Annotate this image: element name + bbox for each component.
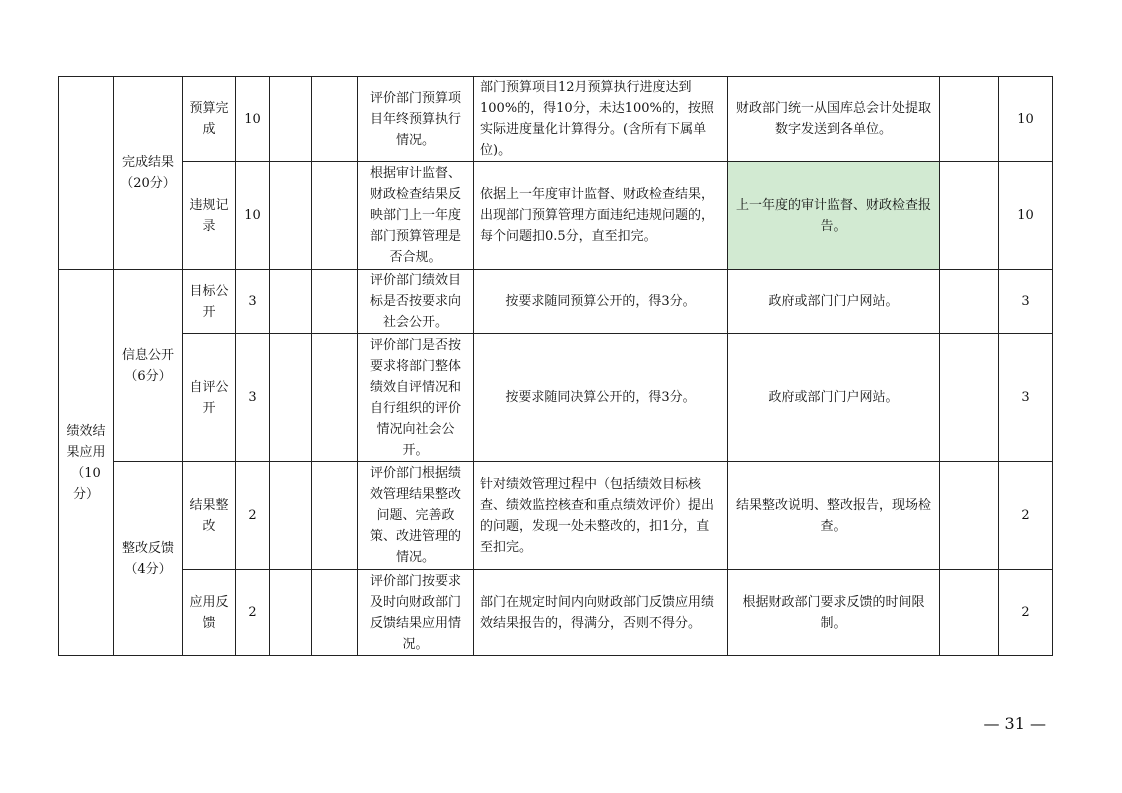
blank-cell (270, 77, 312, 162)
blank-cell (940, 77, 999, 162)
indicator-content-cell: 评价部门按要求及时向财政部门反馈结果应用情况。 (358, 570, 474, 656)
scoring-standard-cell: 按要求随同决算公开的，得3分。 (474, 334, 728, 462)
table-row (59, 270, 1053, 334)
indicator-content-cell: 评价部门根据绩效管理结果整改问题、完善政策、改进管理的情况。 (358, 462, 474, 570)
category-level3-cell: 预算完成 (183, 77, 236, 162)
scoring-standard-cell: 按要求随同预算公开的，得3分。 (474, 270, 728, 334)
weight-cell: 10 (236, 77, 270, 162)
category-level3-cell: 违规记录 (183, 162, 236, 270)
blank-cell (940, 162, 999, 270)
evaluation-table (58, 76, 1053, 656)
table-row (59, 162, 1053, 270)
data-source-cell: 政府或部门门户网站。 (728, 334, 940, 462)
score-cell: 3 (999, 270, 1053, 334)
weight-cell: 2 (236, 570, 270, 656)
table-row (59, 334, 1053, 462)
indicator-content-cell: 评价部门是否按要求将部门整体绩效自评情况和自行组织的评价情况向社会公开。 (358, 334, 474, 462)
blank-cell (312, 570, 358, 656)
blank-cell (270, 162, 312, 270)
weight-cell: 10 (236, 162, 270, 270)
category-level1-cell: 绩效结果应用（10分） (59, 270, 114, 656)
blank-cell (312, 162, 358, 270)
blank-cell (940, 570, 999, 656)
category-level2-cell: 信息公开（6分） (114, 270, 183, 462)
data-source-cell: 根据财政部门要求反馈的时间限制。 (728, 570, 940, 656)
blank-cell (940, 270, 999, 334)
blank-cell (312, 334, 358, 462)
scoring-standard-cell: 部门在规定时间内向财政部门反馈应用绩效结果报告的，得满分，否则不得分。 (474, 570, 728, 656)
score-cell: 10 (999, 77, 1053, 162)
data-source-cell: 结果整改说明、整改报告，现场检查。 (728, 462, 940, 570)
table-row (59, 77, 1053, 162)
weight-cell: 3 (236, 334, 270, 462)
blank-cell (940, 462, 999, 570)
indicator-content-cell: 评价部门预算项目年终预算执行情况。 (358, 77, 474, 162)
category-level3-cell: 应用反馈 (183, 570, 236, 656)
weight-cell: 2 (236, 462, 270, 570)
score-cell: 10 (999, 162, 1053, 270)
blank-cell (312, 77, 358, 162)
score-cell: 3 (999, 334, 1053, 462)
category-level3-cell: 自评公开 (183, 334, 236, 462)
score-cell: 2 (999, 462, 1053, 570)
category-level3-cell: 目标公开 (183, 270, 236, 334)
scoring-standard-cell: 依据上一年度审计监督、财政检查结果，出现部门预算管理方面违纪违规问题的，每个问题扣0.5分，直至扣完。 (474, 162, 728, 270)
blank-cell (270, 570, 312, 656)
indicator-content-cell: 评价部门绩效目标是否按要求向社会公开。 (358, 270, 474, 334)
blank-cell (270, 270, 312, 334)
scoring-standard-cell: 针对绩效管理过程中（包括绩效目标核查、绩效监控核查和重点绩效评价）提出的问题，发现一处未整改的，扣1分，直至扣完。 (474, 462, 728, 570)
table-row (59, 570, 1053, 656)
indicator-content-cell: 根据审计监督、财政检查结果反映部门上一年度部门预算管理是否合规。 (358, 162, 474, 270)
score-cell: 2 (999, 570, 1053, 656)
blank-cell (312, 462, 358, 570)
category-level1-cell (59, 77, 114, 270)
page-number: — 31 — (983, 714, 1046, 733)
data-source-cell-highlighted: 上一年度的审计监督、财政检查报告。 (728, 162, 940, 270)
data-source-cell: 财政部门统一从国库总会计处提取数字发送到各单位。 (728, 77, 940, 162)
category-level2-cell: 完成结果（20分） (114, 77, 183, 270)
blank-cell (940, 334, 999, 462)
scoring-standard-cell: 部门预算项目12月预算执行进度达到100%的，得10分，未达100%的，按照实际进度量化计算得分。(含所有下属单位)。 (474, 77, 728, 162)
weight-cell: 3 (236, 270, 270, 334)
table-row (59, 462, 1053, 570)
data-source-cell: 政府或部门门户网站。 (728, 270, 940, 334)
blank-cell (312, 270, 358, 334)
blank-cell (270, 462, 312, 570)
category-level2-cell: 整改反馈（4分） (114, 462, 183, 656)
blank-cell (270, 334, 312, 462)
category-level3-cell: 结果整改 (183, 462, 236, 570)
